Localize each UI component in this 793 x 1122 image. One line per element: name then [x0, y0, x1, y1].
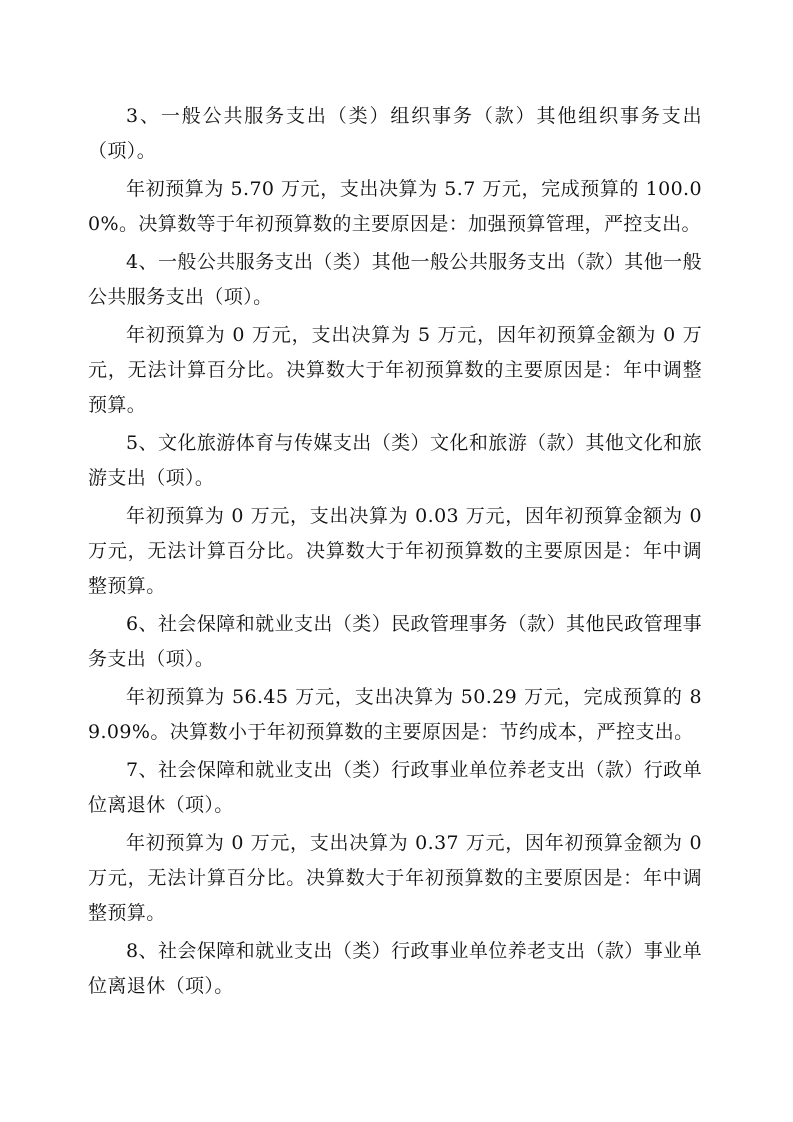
section-heading-3: 3、一般公共服务支出（类）组织事务（款）其他组织事务支出（项）。	[88, 105, 702, 162]
section-heading-5: 5、文化旅游体育与传媒支出（类）文化和旅游（款）其他文化和旅游支出（项）。	[88, 432, 702, 489]
section-body-7: 年初预算为 0 万元，支出决算为 0.37 万元，因年初预算金额为 0 万元，无法计算百分比。决算数大于年初预算数的主要原因是：年中调整预算。	[88, 832, 702, 924]
section-body-4: 年初预算为 0 万元，支出决算为 5 万元，因年初预算金额为 0 万元，无法计算百分比。决算数大于年初预算数的主要原因是：年中调整预算。	[88, 324, 702, 416]
section-heading-6: 6、社会保障和就业支出（类）民政管理事务（款）其他民政管理事务支出（项）。	[88, 613, 702, 670]
section-body-6: 年初预算为 56.45 万元，支出决算为 50.29 万元，完成预算的 89.09%。决算数小于年初预算数的主要原因是：节约成本，严控支出。	[88, 686, 702, 743]
section-heading-7: 7、社会保障和就业支出（类）行政事业单位养老支出（款）行政单位离退休（项）。	[88, 759, 702, 816]
section-body-3: 年初预算为 5.70 万元，支出决算为 5.7 万元，完成预算的 100.00%。决算数等于年初预算数的主要原因是：加强预算管理，严控支出。	[88, 178, 702, 235]
section-heading-4: 4、一般公共服务支出（类）其他一般公共服务支出（款）其他一般公共服务支出（项）。	[88, 251, 702, 308]
section-heading-8: 8、社会保障和就业支出（类）行政事业单位养老支出（款）事业单位离退休（项）。	[88, 940, 702, 997]
document-body	[88, 99, 702, 1007]
section-body-5: 年初预算为 0 万元，支出决算为 0.03 万元，因年初预算金额为 0 万元，无法计算百分比。决算数大于年初预算数的主要原因是：年中调整预算。	[88, 505, 702, 597]
